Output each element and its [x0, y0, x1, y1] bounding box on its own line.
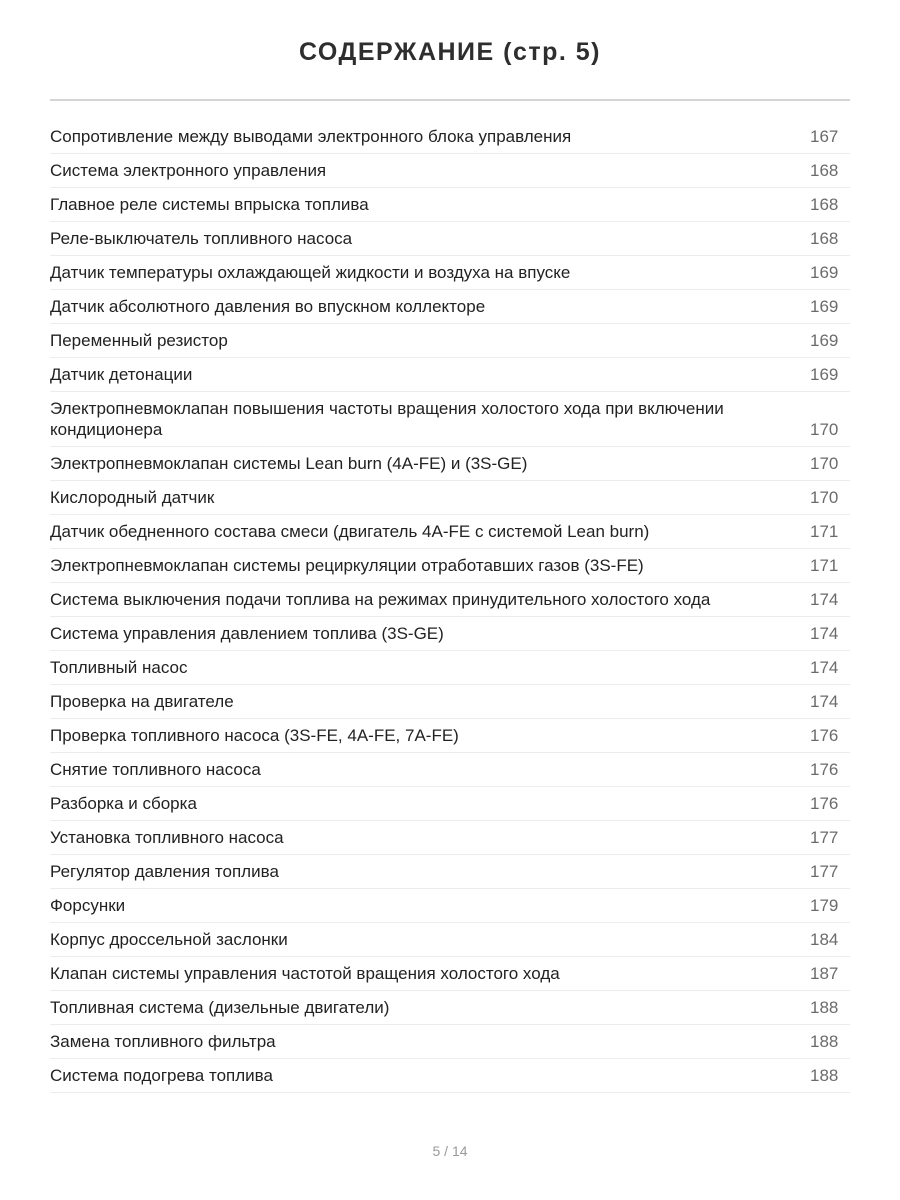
toc-entry-title: Топливный насос: [50, 658, 188, 677]
toc-entry[interactable]: [50, 923, 850, 957]
toc-entry-page: 174: [810, 624, 839, 643]
toc-entry[interactable]: [50, 617, 850, 651]
toc-entry-title: Топливная система (дизельные двигатели): [50, 998, 390, 1017]
toc-entry-title: Проверка топливного насоса (3S-FE, 4A-FE, 7A-FE): [50, 726, 459, 745]
toc-entry-page: 176: [810, 794, 839, 813]
toc-entry-title: Электропневмоклапан системы Lean burn (4A-FE) и (3S-GE): [50, 454, 528, 473]
toc-entry-title: Главное реле системы впрыска топлива: [50, 195, 369, 214]
toc-entry[interactable]: [50, 889, 850, 923]
toc-entry-title: Электропневмоклапан системы рециркуляции отработавших газов (3S-FE): [50, 556, 644, 575]
toc-entry-page: 176: [810, 726, 839, 745]
toc-entry-title: Система подогрева топлива: [50, 1066, 273, 1085]
title-divider: [50, 99, 850, 101]
toc-entry-page: 168: [810, 161, 839, 180]
toc-entry[interactable]: [50, 549, 850, 583]
toc-entry-title: Датчик обедненного состава смеси (двигатель 4A-FE с системой Lean burn): [50, 522, 650, 541]
toc-list: [50, 120, 850, 1093]
toc-entry-page: 170: [810, 420, 839, 439]
toc-entry[interactable]: [50, 358, 850, 392]
toc-entry-title: Форсунки: [50, 896, 126, 915]
toc-entry-page: 171: [810, 556, 839, 575]
toc-entry-title: Электропневмоклапан повышения частоты вращения холостого хода при включении кондиционера: [50, 399, 724, 439]
toc-entry-title: Система выключения подачи топлива на режимах принудительного холостого хода: [50, 590, 711, 609]
toc-entry-page: 184: [810, 930, 839, 949]
toc-entry[interactable]: [50, 481, 850, 515]
toc-entry-page: 170: [810, 454, 839, 473]
toc-entry-title: Разборка и сборка: [50, 794, 197, 813]
toc-entry[interactable]: [50, 651, 850, 685]
toc-entry-page: 170: [810, 488, 839, 507]
toc-entry[interactable]: [50, 154, 850, 188]
toc-entry[interactable]: [50, 719, 850, 753]
toc-entry-title: Замена топливного фильтра: [50, 1032, 276, 1051]
toc-entry[interactable]: [50, 290, 850, 324]
page-number: 5 / 14: [432, 1143, 468, 1159]
toc-entry-title: Датчик температуры охлаждающей жидкости и воздуха на впуске: [50, 263, 571, 282]
toc-entry[interactable]: [50, 821, 850, 855]
toc-entry-page: 169: [810, 365, 839, 384]
toc-entry-page: 187: [810, 964, 839, 983]
toc-entry[interactable]: [50, 447, 850, 481]
toc-entry[interactable]: [50, 685, 850, 719]
toc-entry-page: 177: [810, 862, 839, 881]
toc-entry-page: 179: [810, 896, 839, 915]
toc-entry-title: Система управления давлением топлива (3S-GE): [50, 624, 444, 643]
toc-entry[interactable]: [50, 855, 850, 889]
toc-entry-title: Сопротивление между выводами электронного блока управления: [50, 127, 572, 146]
toc-entry-title: Корпус дроссельной заслонки: [50, 930, 288, 949]
toc-entry-page: 168: [810, 195, 839, 214]
toc-entry[interactable]: [50, 991, 850, 1025]
toc-entry-page: 188: [810, 1032, 839, 1051]
toc-entry[interactable]: [50, 392, 850, 447]
toc-entry-page: 169: [810, 263, 839, 282]
toc-entry[interactable]: [50, 583, 850, 617]
toc-entry-page: 169: [810, 331, 839, 350]
toc-entry-page: 188: [810, 998, 839, 1017]
toc-entry-page: 176: [810, 760, 839, 779]
toc-entry-title: Проверка на двигателе: [50, 692, 234, 711]
toc-entry[interactable]: [50, 188, 850, 222]
toc-entry-title: Датчик детонации: [50, 365, 193, 384]
toc-entry-title: Переменный резистор: [50, 331, 228, 350]
toc-entry-page: 171: [810, 522, 839, 541]
toc-entry-title: Система электронного управления: [50, 161, 327, 180]
toc-entry[interactable]: [50, 787, 850, 821]
toc-entry-page: 188: [810, 1066, 839, 1085]
toc-entry-page: 174: [810, 692, 839, 711]
toc-entry-title: Снятие топливного насоса: [50, 760, 261, 779]
toc-entry[interactable]: [50, 957, 850, 991]
toc-entry[interactable]: [50, 324, 850, 358]
page-title: СОДЕРЖАНИЕ (стр. 5): [298, 38, 602, 66]
toc-entry-page: 174: [810, 590, 839, 609]
toc-entry-page: 168: [810, 229, 839, 248]
toc-entry[interactable]: [50, 515, 850, 549]
toc-entry[interactable]: [50, 256, 850, 290]
toc-entry-title: Регулятор давления топлива: [50, 862, 279, 881]
toc-entry-title: Реле-выключатель топливного насоса: [50, 229, 353, 248]
toc-entry[interactable]: [50, 222, 850, 256]
toc-entry[interactable]: [50, 1059, 850, 1093]
toc-entry-page: 167: [810, 127, 839, 146]
toc-entry-title: Датчик абсолютного давления во впускном коллекторе: [50, 297, 486, 316]
toc-entry-title: Установка топливного насоса: [50, 828, 284, 847]
toc-entry-title: Кислородный датчик: [50, 488, 215, 507]
toc-entry[interactable]: [50, 1025, 850, 1059]
toc-entry-page: 177: [810, 828, 839, 847]
toc-entry[interactable]: [50, 753, 850, 787]
toc-entry[interactable]: [50, 120, 850, 154]
toc-entry-title: Клапан системы управления частотой вращения холостого хода: [50, 964, 560, 983]
toc-entry-page: 174: [810, 658, 839, 677]
toc-entry-page: 169: [810, 297, 839, 316]
